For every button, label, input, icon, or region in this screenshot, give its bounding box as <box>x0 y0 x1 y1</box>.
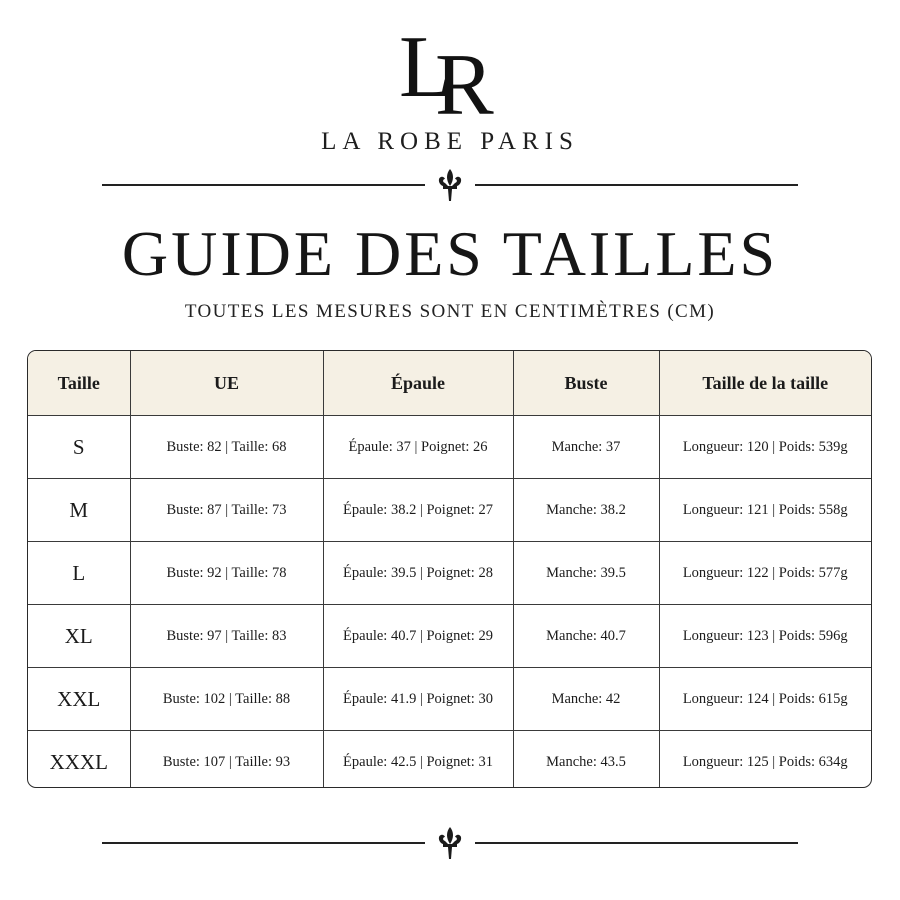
table-cell: Manche: 42 <box>513 668 659 731</box>
table-cell: Manche: 40.7 <box>513 605 659 668</box>
table-cell: Longueur: 124 | Poids: 615g <box>659 668 871 731</box>
fleur-de-lis-icon <box>435 826 465 860</box>
table-row <box>28 416 871 479</box>
table-cell: Épaule: 38.2 | Poignet: 27 <box>323 479 513 542</box>
header-cell: Taille de la taille <box>659 351 871 416</box>
svg-text:R: R <box>435 37 494 118</box>
brand-logo-monogram <box>0 18 900 118</box>
table-cell: Buste: 82 | Taille: 68 <box>130 416 323 479</box>
table-cell: Épaule: 39.5 | Poignet: 28 <box>323 542 513 605</box>
table-row <box>28 731 871 789</box>
table-cell: Épaule: 41.9 | Poignet: 30 <box>323 668 513 731</box>
size-label: XXXL <box>28 731 130 789</box>
table-cell: Longueur: 121 | Poids: 558g <box>659 479 871 542</box>
logo-monogram-icon <box>395 18 505 118</box>
table-cell: Buste: 102 | Taille: 88 <box>130 668 323 731</box>
table-cell: Buste: 92 | Taille: 78 <box>130 542 323 605</box>
table-cell: Manche: 38.2 <box>513 479 659 542</box>
svg-text:L: L <box>399 19 453 116</box>
table-cell: Longueur: 123 | Poids: 596g <box>659 605 871 668</box>
table-cell: Épaule: 40.7 | Poignet: 29 <box>323 605 513 668</box>
size-label: L <box>28 542 130 605</box>
header-cell: Buste <box>513 351 659 416</box>
table-header-row <box>28 351 871 416</box>
header-cell: Épaule <box>323 351 513 416</box>
table-row <box>28 668 871 731</box>
page-subtitle: TOUTES LES MESURES SONT EN CENTIMÈTRES (CM) <box>184 301 716 322</box>
top-divider <box>102 168 798 202</box>
header-cell: Taille <box>28 351 130 416</box>
table-row <box>28 479 871 542</box>
table-cell: Longueur: 120 | Poids: 539g <box>659 416 871 479</box>
table-cell: Manche: 43.5 <box>513 731 659 789</box>
table-cell: Manche: 39.5 <box>513 542 659 605</box>
table-cell: Longueur: 122 | Poids: 577g <box>659 542 871 605</box>
table-row <box>28 542 871 605</box>
table-cell: Buste: 97 | Taille: 83 <box>130 605 323 668</box>
bottom-divider <box>102 826 798 860</box>
table-cell: Buste: 87 | Taille: 73 <box>130 479 323 542</box>
header-cell: UE <box>130 351 323 416</box>
size-chart-table <box>27 350 872 788</box>
table-cell: Longueur: 125 | Poids: 634g <box>659 731 871 789</box>
table-row <box>28 605 871 668</box>
size-label: S <box>28 416 130 479</box>
size-label: M <box>28 479 130 542</box>
brand-name: LA ROBE PARIS <box>321 128 579 155</box>
size-label: XL <box>28 605 130 668</box>
table-cell: Buste: 107 | Taille: 93 <box>130 731 323 789</box>
size-label: XXL <box>28 668 130 731</box>
table-cell: Épaule: 42.5 | Poignet: 31 <box>323 731 513 789</box>
table-cell: Épaule: 37 | Poignet: 26 <box>323 416 513 479</box>
page-title: GUIDE DES TAILLES <box>121 218 779 289</box>
fleur-de-lis-icon <box>435 168 465 202</box>
table-cell: Manche: 37 <box>513 416 659 479</box>
